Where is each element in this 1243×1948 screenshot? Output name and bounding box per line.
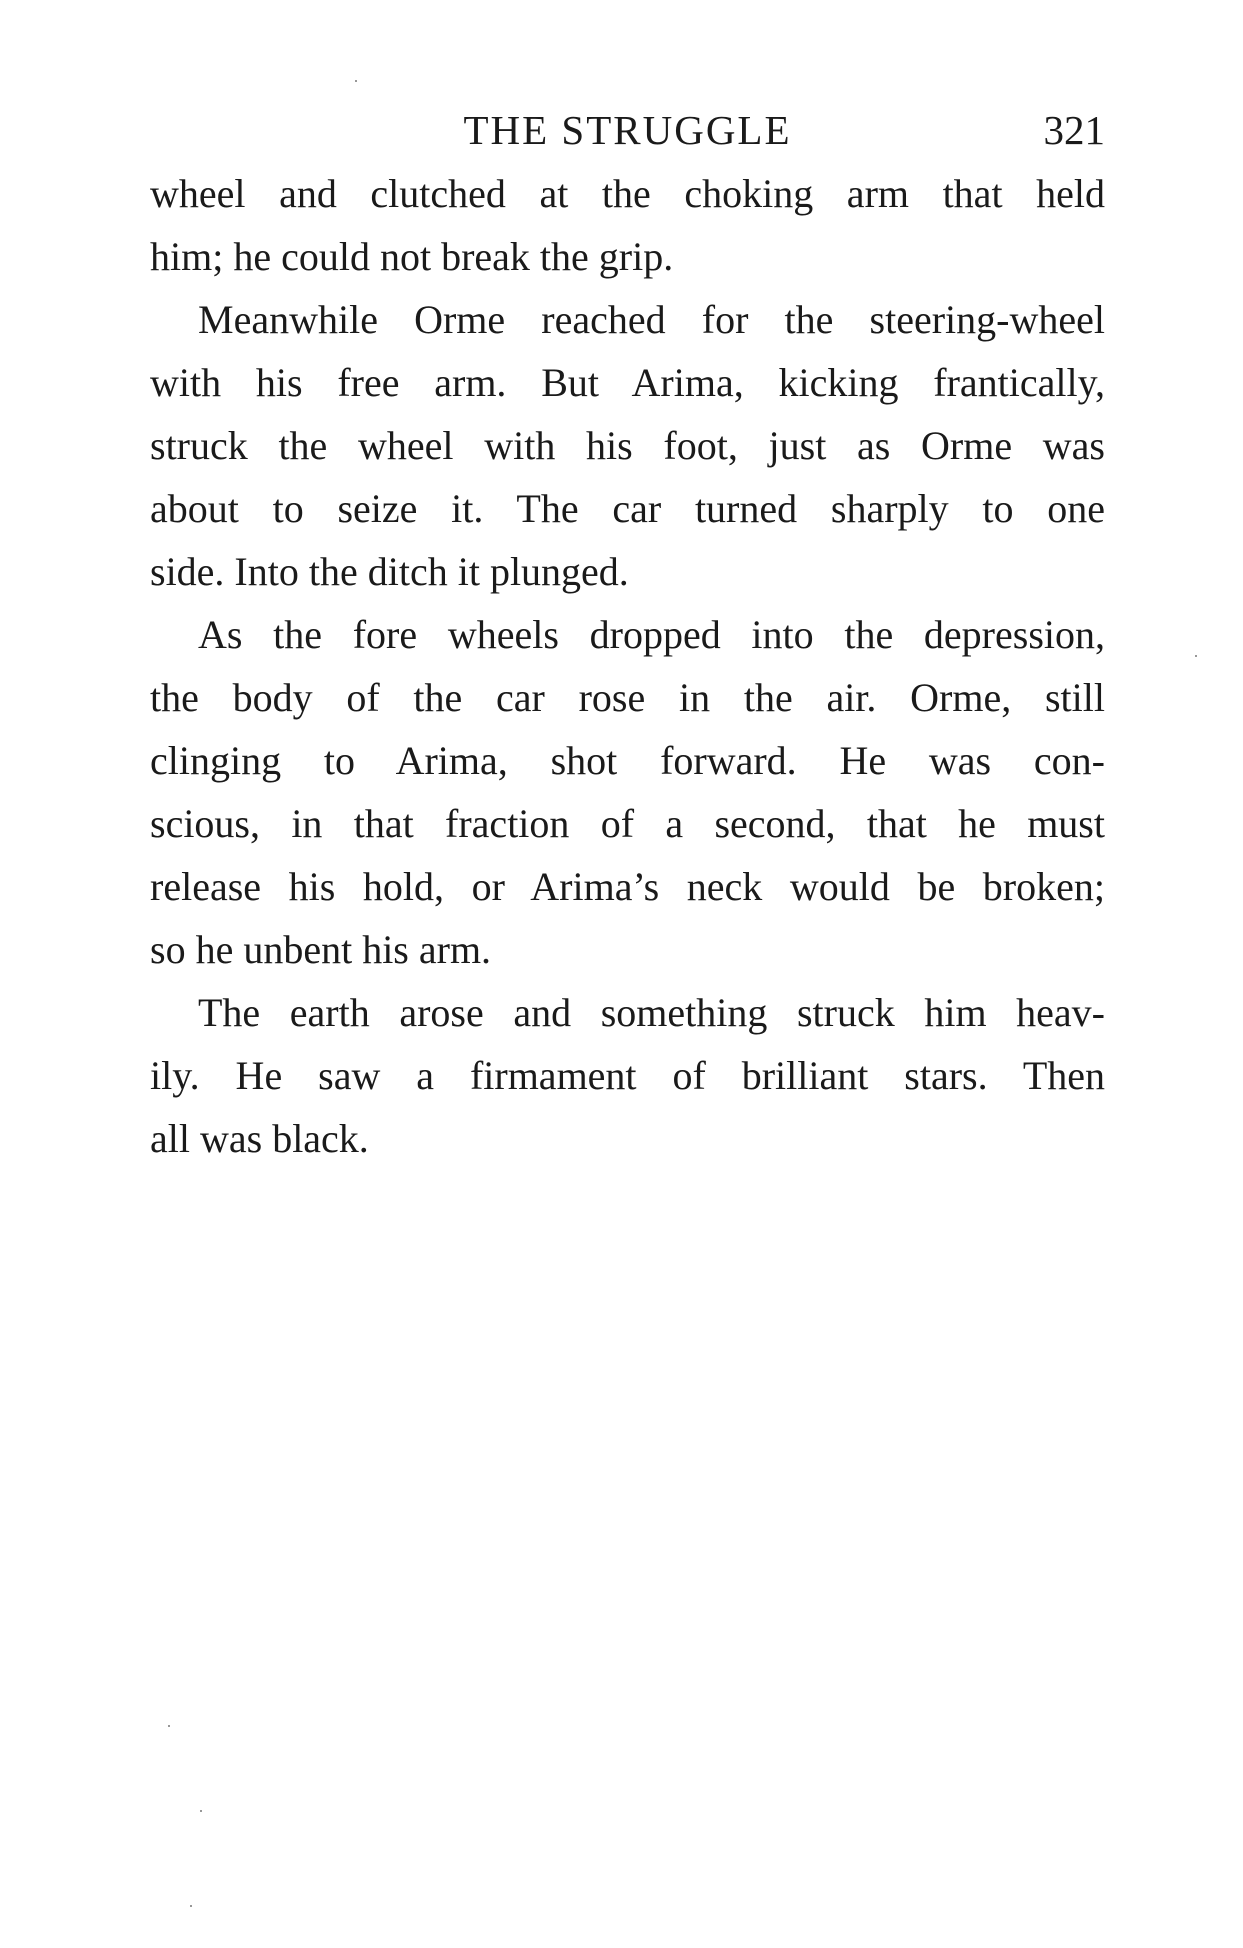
scan-speck [200,1810,202,1812]
text-line: him; he could not break the grip. [150,234,674,279]
text-line: Meanwhile Orme reached for the steering-wheel [198,297,1105,342]
running-head [150,100,1105,160]
body-text [150,162,1105,1170]
text-line: so he unbent his arm. [150,927,492,972]
scan-speck [1195,655,1197,657]
text-line: ily. He saw a firmament of brilliant stars. Then [150,1053,1105,1098]
chapter-title: THE STRUGGLE [463,107,792,153]
paragraph [150,603,1105,981]
paragraph [150,162,1105,288]
paragraph [150,288,1105,603]
text-line: clinging to Arima, shot forward. He was con- [150,738,1105,783]
text-line: struck the wheel with his foot, just as Orme was [150,423,1105,468]
text-line: with his free arm. But Arima, kicking frantically, [150,360,1105,405]
scan-speck [190,1905,192,1907]
text-line: wheel and clutched at the choking arm that held [150,171,1105,216]
paragraph [150,981,1105,1170]
text-line: scious, in that fraction of a second, that he must [150,801,1105,846]
text-line: the body of the car rose in the air. Orme, still [150,675,1105,720]
text-line: As the fore wheels dropped into the depression, [198,612,1105,657]
text-line: all was black. [150,1116,369,1161]
text-line: about to seize it. The car turned sharply to one [150,486,1105,531]
scan-speck [168,1725,170,1727]
page-number: 321 [1043,107,1105,153]
text-line: The earth arose and something struck him heav- [198,990,1105,1035]
scan-speck [355,80,357,82]
text-line: side. Into the ditch it plunged. [150,549,629,594]
text-line: release his hold, or Arima’s neck would be broken; [150,864,1105,909]
